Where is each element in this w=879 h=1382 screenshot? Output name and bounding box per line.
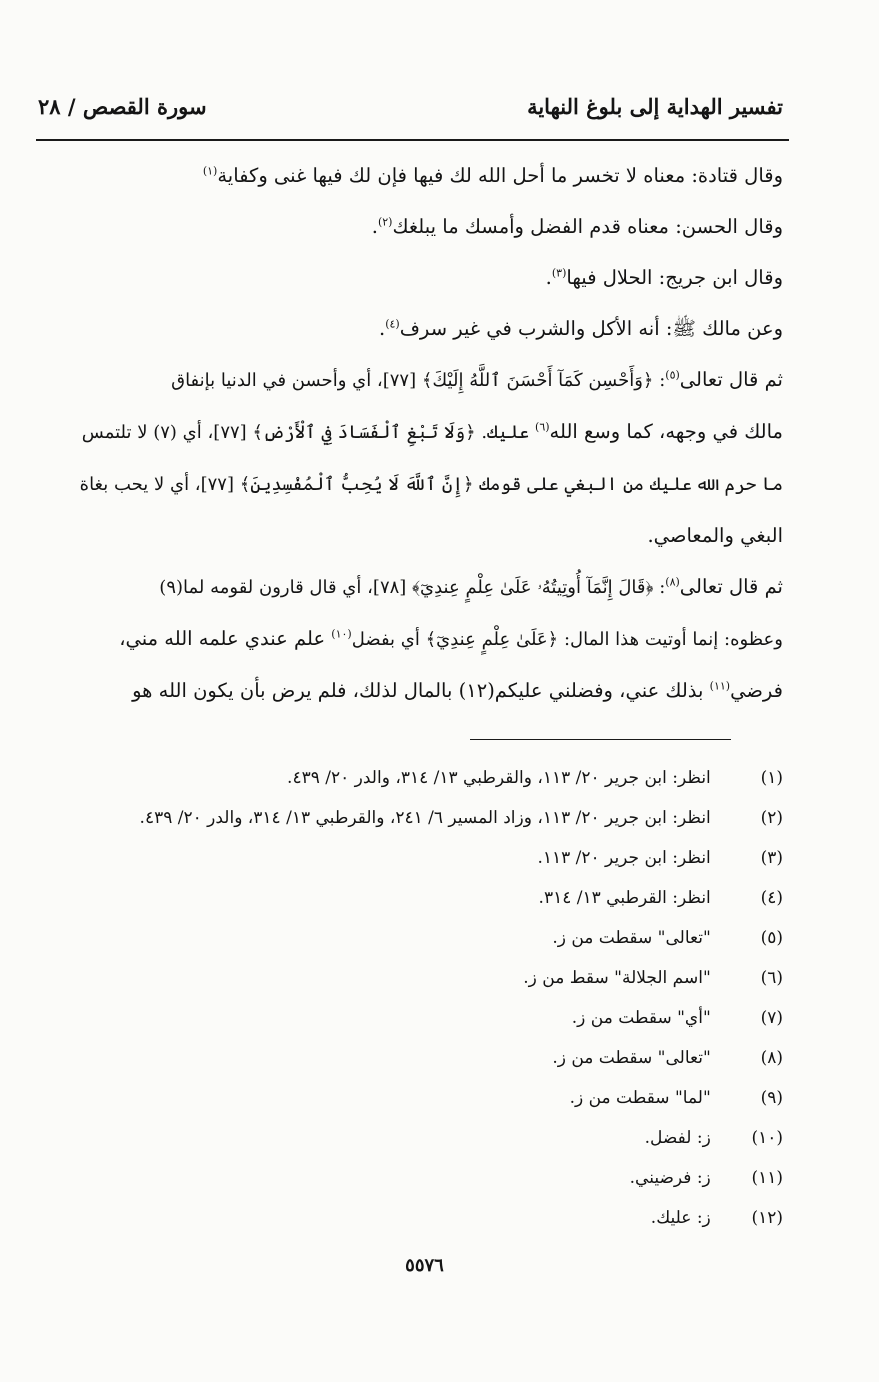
text-line: وعن مالك ﷺ: أنه الأكل والشرب في غير سرف$^{(٤)}$.: [379, 317, 783, 340]
footnote-text: ز: لفضل.: [644, 1128, 711, 1148]
footnote-ref: (١): [202, 164, 218, 178]
text-line: البغي والمعاصي.: [647, 524, 783, 547]
text-line: ثم قال تعالى$^{(٥)}$: ﴿وَأَحْسِن كَمَآ أَحْسَنَ ٱللَّهُ إِلَيْكَ﴾ [٧٧]، أي وأحسن في الدنيا بإنفاق: [171, 368, 783, 391]
footnote-item: [40, 1038, 783, 1078]
footnote-item: [40, 758, 783, 798]
footnote-number: (١٢): [751, 1208, 783, 1228]
footnote-text: "تعالى" سقطت من ز.: [552, 1048, 711, 1068]
footnote-ref: (٥): [665, 368, 680, 382]
footnote-item: [40, 998, 783, 1038]
footnote-text: انظر: ابن جرير ٢٠/ ١١٣، وزاد المسير ٦/ ٢٤١، والقرطبي ١٣/ ٣١٤، والدر ٢٠/ ٤٣٩.: [139, 808, 711, 828]
footnote-ref: (٣): [551, 266, 567, 280]
footnote-ref: (٦): [535, 420, 550, 434]
footnote-item: [40, 878, 783, 918]
footnotes: [40, 758, 783, 1238]
footnote-number: (١١): [751, 1168, 783, 1188]
text-line: ثم قال تعالى$^{(٨)}$: ﴿قَالَ إِنَّمَآ أُوتِيتُهُۥ عَلَىٰ عِلْمٍ عِندِيٓ﴾ [٧٨]، أي قال قارون لقومه لما(٩): [159, 575, 783, 598]
text-line: وقال الحسن: معناه قدم الفضل وأمسك ما يبلغك$^{(٢)}$.: [371, 215, 783, 238]
footnote-text: "اسم الجلالة" سقط من ز.: [523, 968, 711, 988]
surah-title: سورة القصص / ٢٨: [38, 93, 207, 119]
footnote-text: انظر: ابن جرير ٢٠/ ١١٣.: [537, 848, 711, 868]
footnote-item: [40, 798, 783, 838]
footnote-number: (١): [760, 768, 783, 788]
footnote-separator: [470, 739, 731, 740]
footnote-item: [40, 1118, 783, 1158]
footnote-number: (١٠): [751, 1128, 783, 1148]
footnote-ref: (٨): [665, 575, 680, 589]
footnote-item: [40, 1078, 783, 1118]
footnote-text: انظر: القرطبي ١٣/ ٣١٤.: [538, 888, 711, 908]
footnote-number: (٤): [760, 888, 783, 908]
footnote-number: (٢): [760, 808, 783, 828]
footnote-number: (٨): [760, 1048, 783, 1068]
running-header: [38, 88, 783, 124]
text-line: وقال قتادة: معناه لا تخسر ما أحل الله لك فيها فإن لك فيها غنى وكفاية$^{(١)}$: [202, 164, 783, 187]
footnote-text: ز: فرضيني.: [629, 1168, 711, 1188]
footnote-text: ز: عليك.: [650, 1208, 711, 1228]
footnote-number: (٩): [760, 1088, 783, 1108]
text-line: مالك في وجهه، كما وسع الله$^{(٦)}$ عليك. ﴿وَلَا تَبْغِ ٱلْفَسَادَ فِي ٱلْأَرْضِ﴾ [٧٧]، أي (٧) لا تلتمس: [81, 420, 783, 443]
footnote-ref: (٤): [385, 317, 400, 331]
header-rule: [36, 139, 789, 141]
footnote-number: (٥): [760, 928, 783, 948]
footnote-item: [40, 1198, 783, 1238]
footnote-number: (٣): [760, 848, 783, 868]
footnote-text: "تعالى" سقطت من ز.: [552, 928, 711, 948]
footnote-item: [40, 1158, 783, 1198]
footnote-ref: (٢): [377, 215, 393, 229]
footnote-ref: (١١): [709, 679, 731, 693]
footnote-item: [40, 918, 783, 958]
footnote-item: [40, 958, 783, 998]
footnote-item: [40, 838, 783, 878]
main-text: [62, 150, 783, 716]
footnote-text: انظر: ابن جرير ٢٠/ ١١٣، والقرطبي ١٣/ ٣١٤، والدر ٢٠/ ٤٣٩.: [287, 768, 711, 788]
footnote-number: (٧): [760, 1008, 783, 1028]
page-number: ٥٥٧٦: [405, 1255, 444, 1276]
footnote-number: (٦): [760, 968, 783, 988]
footnote-text: "أي" سقطت من ز.: [571, 1008, 711, 1028]
text-line: ما حرم الله عليك من البغي على قومك ﴿إِنَّ ٱللَّهَ لَا يُحِبُّ ٱلْمُفْسِدِينَ﴾ [٧٧]، أي لا يحب بغاة: [79, 474, 783, 495]
text-line: وقال ابن جريج: الحلال فيها$^{(٣)}$.: [545, 266, 783, 289]
book-title: تفسير الهداية إلى بلوغ النهاية: [527, 93, 783, 119]
footnote-text: "لما" سقطت من ز.: [569, 1088, 711, 1108]
footnote-ref: (١٠): [331, 627, 352, 641]
text-line: فرضي$^{(١١)}$ بذلك عني، وفضلني عليكم(١٢) بالمال لذلك، فلم يرض بأن يكون الله هو: [132, 679, 783, 702]
text-line: وعظوه: إنما أوتيت هذا المال: ﴿عَلَىٰ عِلْمٍ عِندِيٓ﴾ أي بفضل$^{(١٠)}$ علم عندي علمه الله مني،: [119, 627, 783, 650]
